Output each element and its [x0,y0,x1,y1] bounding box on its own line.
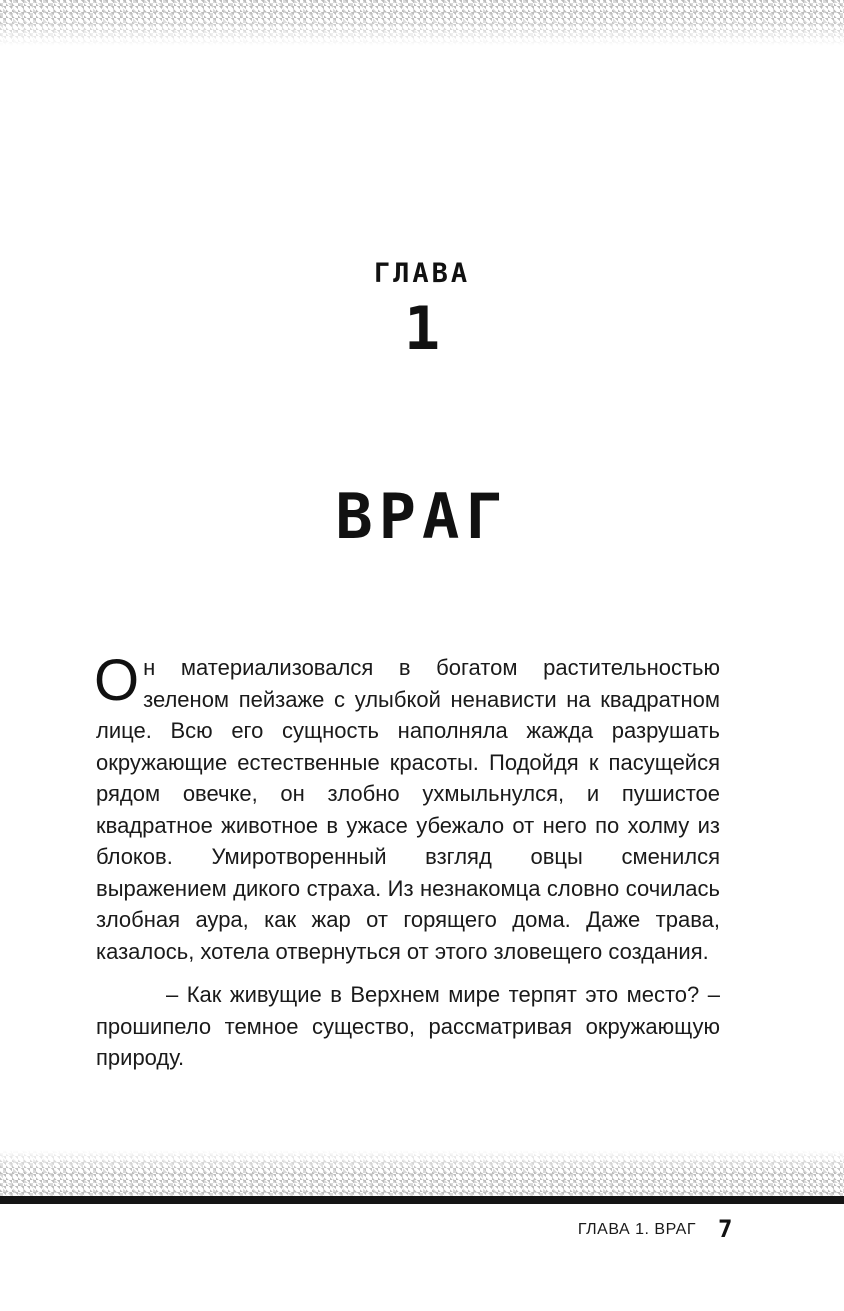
running-footer-title: ГЛАВА 1. ВРАГ [577,1221,696,1238]
paragraph-2: – Как живущие в Верхнем мире терпят это место? – прошипело темное существо, рассматривая окружающую природу. [96,982,720,1070]
bottom-pixel-border [0,1150,844,1196]
page-number: 7 [718,1215,733,1243]
chapter-body [94,648,720,1074]
paragraph-1 [94,648,720,967]
chapter-number: 1 [403,294,441,364]
paragraph-1-text: н материализовался в богатом растительностью зеленом пейзаже с улыбкой ненависти на квадратном лице. Всю его сущность наполняла жажда разрушать окружающие естественные красоты. Подойдя к пасущейся рядом овечке, он злобно ухмыльнулся, и пушистое квадратное животное в ужасе убежало от него по холму из блоков. Умиротворенный взгляд овцы сменился выражением дикого страха. Из незнакомца словно сочилась злобная аура, как жар от горящего дома. Даже трава, казалось, хотела отвернуться от этого зловещего создания. [96,655,720,964]
top-pixel-border [0,0,844,46]
footer-divider [0,1196,844,1204]
drop-cap: О [94,648,140,713]
chapter-title: ВРАГ [335,480,509,553]
chapter-label: ГЛАВА [373,258,471,289]
